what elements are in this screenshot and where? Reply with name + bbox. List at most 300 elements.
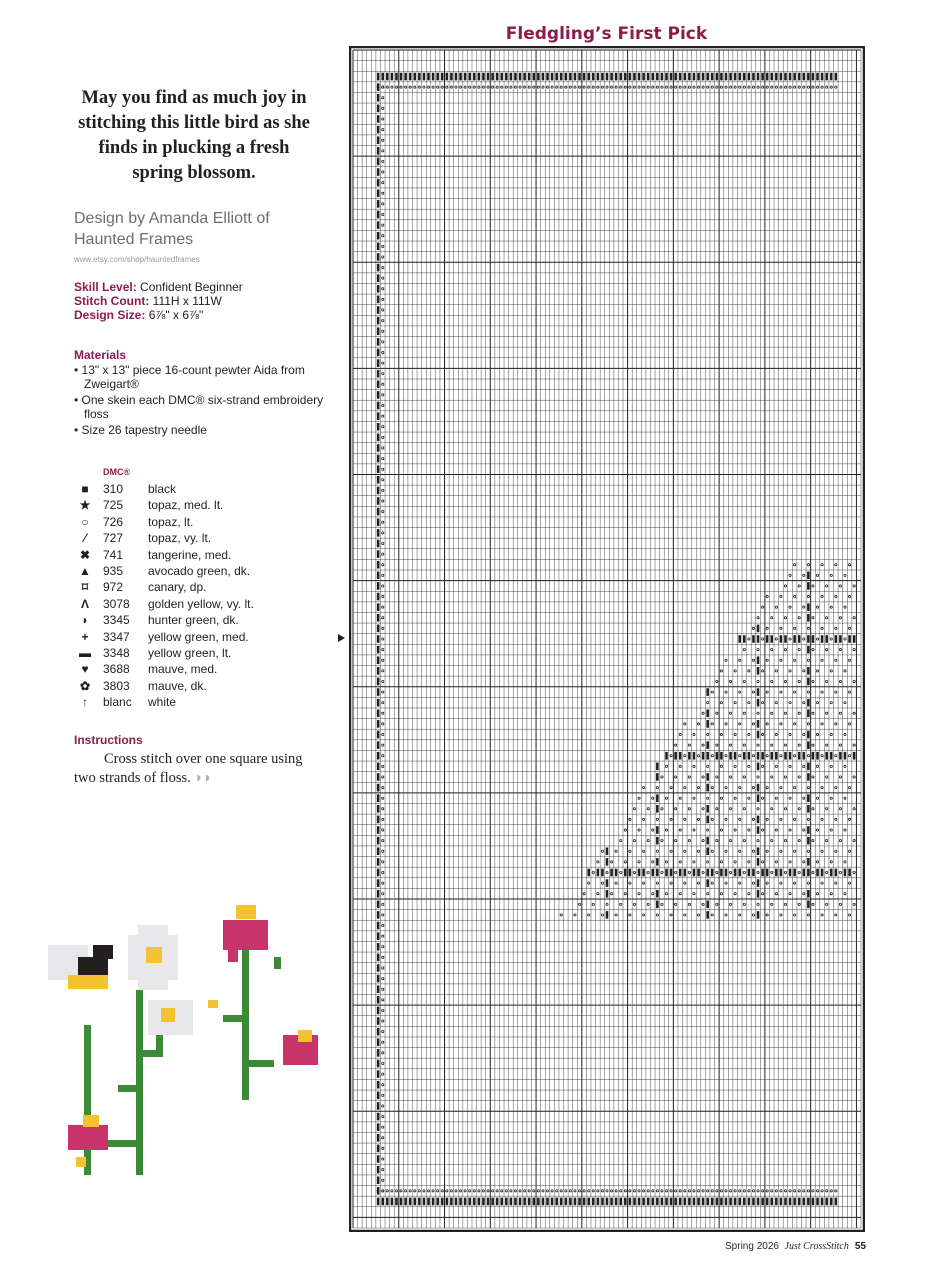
stitch-mark <box>377 391 380 399</box>
stitch-mark <box>803 606 805 608</box>
stitch-mark <box>780 659 782 661</box>
stitch-mark <box>400 1190 402 1192</box>
stitch-mark <box>675 776 677 778</box>
stitch-mark <box>766 755 768 757</box>
stitch-mark <box>592 871 594 873</box>
instructions-heading: Instructions <box>74 733 143 747</box>
stitch-mark <box>830 829 832 831</box>
stitch-mark <box>702 73 705 81</box>
stitch-mark <box>643 914 645 916</box>
stitch-mark <box>382 532 384 534</box>
stitch-mark <box>684 869 687 877</box>
stitch-mark <box>537 1198 540 1206</box>
stitch-mark <box>377 550 380 558</box>
stitch-mark <box>826 649 828 651</box>
spec-skill: Skill Level: Confident Beginner <box>74 280 243 294</box>
stitch-mark <box>771 871 773 873</box>
stitch-mark <box>798 776 800 778</box>
stitch-mark <box>633 871 635 873</box>
stitch-mark <box>588 86 590 88</box>
stitch-mark <box>427 86 429 88</box>
stitch-mark <box>382 723 384 725</box>
stitch-mark <box>784 903 786 905</box>
stitch-mark <box>720 829 722 831</box>
chart-title: Fledgling’s First Pick <box>505 24 708 44</box>
stitch-mark <box>624 73 627 81</box>
stitch-mark <box>738 635 741 643</box>
stitch-mark <box>807 901 810 909</box>
stitch-mark <box>377 1198 380 1206</box>
stitch-mark <box>487 73 490 81</box>
stitch-mark <box>757 890 760 898</box>
stitch-mark <box>432 1190 434 1192</box>
stitch-mark <box>853 776 855 778</box>
stitch-mark <box>615 86 617 88</box>
stitch-mark <box>409 1198 412 1206</box>
stitch-mark <box>469 1190 471 1192</box>
stitch-mark <box>382 1169 384 1171</box>
stitch-mark <box>382 489 384 491</box>
stitch-mark <box>812 776 814 778</box>
stitch-mark <box>739 1190 741 1192</box>
stitch-mark <box>574 1198 577 1206</box>
stitch-mark <box>743 680 745 682</box>
stitch-mark <box>459 73 462 81</box>
stitch-mark <box>588 882 590 884</box>
stitch-mark <box>437 86 439 88</box>
stitch-mark <box>812 712 814 714</box>
stitch-mark <box>665 1198 668 1206</box>
floss-row: ○ 726 topaz, lt. <box>81 514 194 529</box>
stitch-mark <box>656 882 658 884</box>
stitch-mark <box>688 903 690 905</box>
stitch-mark <box>395 73 398 81</box>
stitch-mark <box>826 903 828 905</box>
stitch-mark <box>528 73 531 81</box>
stitch-mark <box>734 73 737 81</box>
stitch-mark <box>382 171 384 173</box>
stitch-mark <box>789 702 791 704</box>
stitch-mark <box>766 635 769 643</box>
stitch-mark <box>798 871 800 873</box>
stitch-mark <box>670 755 672 757</box>
stitch-mark <box>478 1190 480 1192</box>
stitch-mark <box>821 635 824 643</box>
stitch-mark <box>647 903 649 905</box>
stitch-mark <box>807 741 810 749</box>
stitch-mark <box>766 86 768 88</box>
stitch-mark <box>743 840 745 842</box>
stitch-mark <box>770 73 773 81</box>
stitch-mark <box>377 879 380 887</box>
stitch-mark <box>405 1190 407 1192</box>
stitch-mark <box>830 752 833 760</box>
stitch-mark <box>743 752 746 760</box>
stitch-mark <box>675 840 677 842</box>
stitch-mark <box>427 1198 430 1206</box>
stitch-mark <box>761 73 764 81</box>
stitch-mark <box>610 861 612 863</box>
stitch-mark <box>546 1190 548 1192</box>
stitch-mark <box>794 755 796 757</box>
stitch-mark <box>382 521 384 523</box>
stitch-mark <box>377 274 380 282</box>
stitch-mark <box>684 755 686 757</box>
stitch-mark <box>716 776 718 778</box>
stitch-mark <box>619 73 622 81</box>
stitch-mark <box>542 86 544 88</box>
stitch-mark <box>679 893 681 895</box>
stitch-mark <box>757 73 760 81</box>
stitch-mark <box>844 893 846 895</box>
end-mark-icon: ◗◗ <box>194 770 212 786</box>
stitch-mark <box>780 1198 783 1206</box>
stitch-mark <box>638 869 641 877</box>
stitch-mark <box>377 1155 380 1163</box>
stitch-mark <box>830 765 832 767</box>
stitch-mark <box>821 564 823 566</box>
stitch-mark <box>377 847 380 855</box>
stitch-mark <box>789 638 791 640</box>
stitch-mark <box>382 840 384 842</box>
stitch-mark <box>757 808 759 810</box>
stitch-mark <box>597 869 600 877</box>
stitch-mark <box>377 985 380 993</box>
stitch-mark <box>711 723 713 725</box>
stitch-mark <box>729 808 731 810</box>
stitch-mark <box>752 1190 754 1192</box>
stitch-mark <box>656 73 659 81</box>
stitch-mark <box>382 458 384 460</box>
stitch-mark <box>771 776 773 778</box>
stitch-mark <box>826 712 828 714</box>
stitch-mark <box>775 797 777 799</box>
stitch-mark <box>780 73 783 81</box>
stitch-mark <box>707 1190 709 1192</box>
stitch-mark <box>803 670 805 672</box>
stitch-mark <box>377 741 380 749</box>
stitch-mark <box>688 744 690 746</box>
stitch-mark <box>766 73 769 81</box>
stitch-mark <box>382 627 384 629</box>
stitch-mark <box>574 86 576 88</box>
stitch-mark <box>734 861 736 863</box>
stitch-mark <box>780 755 782 757</box>
stitch-mark <box>706 784 709 792</box>
stitch-mark <box>441 1198 444 1206</box>
stitch-mark <box>414 1198 417 1206</box>
stitch-mark <box>780 1190 782 1192</box>
stitch-mark <box>757 847 760 855</box>
stitch-mark <box>377 349 380 357</box>
stitch-mark <box>578 903 580 905</box>
stitch-mark <box>807 763 810 771</box>
stitch-mark <box>382 978 384 980</box>
stitch-mark <box>656 890 659 898</box>
stitch-mark <box>638 1190 640 1192</box>
stitch-mark <box>459 1190 461 1192</box>
stitch-mark <box>693 765 695 767</box>
stitch-mark <box>752 691 754 693</box>
stitch-mark <box>839 585 841 587</box>
stitch-mark <box>377 327 380 335</box>
stitch-mark <box>569 73 572 81</box>
stitch-mark <box>679 733 681 735</box>
stitch-mark <box>798 752 801 760</box>
stitch-mark <box>382 786 384 788</box>
stitch-mark <box>551 86 553 88</box>
stitch-mark <box>725 723 727 725</box>
stitch-mark <box>377 763 380 771</box>
stitch-mark <box>569 1198 572 1206</box>
stitch-mark <box>766 882 768 884</box>
stitch-mark <box>656 869 659 877</box>
stitch-mark <box>693 752 696 760</box>
stitch-mark <box>757 1190 759 1192</box>
stitch-mark <box>757 617 759 619</box>
stitch-mark <box>647 808 649 810</box>
stitch-mark <box>382 1062 384 1064</box>
stitch-mark <box>377 1017 380 1025</box>
stitch-mark <box>748 797 750 799</box>
stitch-mark <box>807 659 809 661</box>
stitch-mark <box>803 765 805 767</box>
stitch-mark <box>807 818 809 820</box>
stitch-mark <box>377 94 380 102</box>
stitch-mark <box>377 561 380 569</box>
stitch-mark <box>720 861 722 863</box>
stitch-mark <box>784 808 786 810</box>
stitch-mark <box>697 755 699 757</box>
stitch-mark <box>798 86 800 88</box>
stitch-mark <box>821 818 823 820</box>
stitch-mark <box>725 882 727 884</box>
stitch-mark <box>844 606 846 608</box>
stitch-mark <box>835 914 837 916</box>
stitch-mark <box>519 1198 522 1206</box>
stitch-mark <box>643 818 645 820</box>
stitch-mark <box>482 1190 484 1192</box>
stitch-mark <box>839 752 842 760</box>
stitch-mark <box>794 1190 796 1192</box>
stitch-mark <box>752 1198 755 1206</box>
materials-list <box>74 363 324 439</box>
stitch-mark <box>716 680 718 682</box>
stitch-mark <box>748 702 750 704</box>
stitch-mark <box>647 871 649 873</box>
stitch-mark <box>844 861 846 863</box>
stitch-mark <box>377 158 380 166</box>
stitch-mark <box>382 404 384 406</box>
stitch-mark <box>409 1190 411 1192</box>
stitch-mark <box>679 765 681 767</box>
stitch-mark <box>382 553 384 555</box>
stitch-mark <box>848 850 850 852</box>
stitch-mark <box>835 564 837 566</box>
stitch-mark <box>734 702 736 704</box>
stitch-mark <box>807 678 810 686</box>
stitch-mark <box>743 776 745 778</box>
stitch-mark <box>377 954 380 962</box>
stitch-mark <box>798 635 801 643</box>
stitch-mark <box>656 805 659 813</box>
stitch-mark <box>771 86 773 88</box>
stitch-mark <box>780 850 782 852</box>
stitch-mark <box>450 1198 453 1206</box>
stitch-mark <box>807 850 809 852</box>
stitch-mark <box>633 1190 635 1192</box>
stitch-mark <box>455 1198 458 1206</box>
stitch-mark <box>748 670 750 672</box>
stitch-mark <box>514 1198 517 1206</box>
stitch-mark <box>766 786 768 788</box>
stitch-mark <box>693 829 695 831</box>
stitch-mark <box>794 659 796 661</box>
stitch-mark <box>377 1007 380 1015</box>
stitch-mark <box>382 850 384 852</box>
stitch-mark <box>734 1198 737 1206</box>
stitch-mark <box>766 659 768 661</box>
stitch-mark <box>853 752 856 760</box>
stitch-mark <box>382 542 384 544</box>
stitch-mark <box>665 893 667 895</box>
stitch-mark <box>651 1198 654 1206</box>
stitch-mark <box>739 755 741 757</box>
stitch-mark <box>748 1198 751 1206</box>
stitch-mark <box>391 1198 394 1206</box>
stitch-mark <box>803 86 805 88</box>
stitch-mark <box>679 797 681 799</box>
stitch-mark <box>702 903 704 905</box>
stitch-mark <box>706 901 709 909</box>
stitch-mark <box>679 869 682 877</box>
stitch-mark <box>771 1190 773 1192</box>
stitch-mark <box>583 73 586 81</box>
stitch-mark <box>848 564 850 566</box>
stitch-mark <box>624 861 626 863</box>
stitch-mark <box>775 861 777 863</box>
stitch-mark <box>794 691 796 693</box>
stitch-mark <box>729 1190 731 1192</box>
stitch-mark <box>620 840 622 842</box>
stitch-mark <box>757 731 760 739</box>
stitch-mark <box>382 298 384 300</box>
stitch-mark <box>670 73 673 81</box>
stitch-mark <box>789 670 791 672</box>
stitch-mark <box>748 638 750 640</box>
stitch-mark <box>807 667 810 675</box>
stitch-mark <box>807 826 810 834</box>
stitch-mark <box>395 1190 397 1192</box>
stitch-mark <box>377 508 380 516</box>
stitch-mark <box>697 869 700 877</box>
stitch-mark <box>812 649 814 651</box>
stitch-mark <box>601 850 603 852</box>
designer-url[interactable]: www.etsy.com/shop/hauntedframes <box>74 255 200 264</box>
stitch-mark <box>404 73 407 81</box>
stitch-mark <box>780 786 782 788</box>
stitch-mark <box>688 1190 690 1192</box>
floss-row: ◗ 3345 hunter green, dk. <box>81 613 239 628</box>
stitch-mark <box>853 680 855 682</box>
stitch-mark <box>377 105 380 113</box>
stitch-mark <box>624 1190 626 1192</box>
stitch-mark <box>830 606 832 608</box>
stitch-mark <box>377 816 380 824</box>
stitch-mark <box>656 837 659 845</box>
stitch-mark <box>574 73 577 81</box>
stitch-mark <box>784 744 786 746</box>
stitch-mark <box>492 1190 494 1192</box>
stitch-mark <box>391 73 394 81</box>
stitch-mark <box>633 808 635 810</box>
stitch-mark <box>835 627 837 629</box>
stitch-mark <box>446 1198 449 1206</box>
stitch-mark <box>725 691 727 693</box>
stitch-mark <box>743 73 746 81</box>
specs <box>74 280 243 322</box>
stitch-mark <box>382 1020 384 1022</box>
stitch-mark <box>437 1190 439 1192</box>
stitch-mark <box>423 86 425 88</box>
stitch-mark <box>533 86 535 88</box>
stitch-mark <box>377 1187 380 1195</box>
stitch-mark <box>381 1198 384 1206</box>
stitch-mark <box>706 720 709 728</box>
stitch-mark <box>748 765 750 767</box>
stitch-mark <box>601 869 604 877</box>
stitch-mark <box>620 871 622 873</box>
stitch-mark <box>592 1190 594 1192</box>
stitch-mark <box>803 1198 806 1206</box>
stitch-mark <box>780 882 782 884</box>
stitch-mark <box>830 1198 833 1206</box>
stitch-mark <box>752 850 754 852</box>
stitch-mark <box>780 723 782 725</box>
stitch-mark <box>592 86 594 88</box>
stitch-mark <box>656 850 658 852</box>
stitch-mark <box>647 840 649 842</box>
stitch-mark <box>707 829 709 831</box>
stitch-mark <box>546 86 548 88</box>
stitch-mark <box>729 1198 732 1206</box>
stitch-mark <box>624 893 626 895</box>
stitch-mark <box>432 73 435 81</box>
stitch-mark <box>629 1198 632 1206</box>
stitch-mark <box>528 86 530 88</box>
stitch-mark <box>757 763 760 771</box>
stitch-mark <box>473 73 476 81</box>
stitch-mark <box>835 659 837 661</box>
stitch-mark <box>656 914 658 916</box>
stitch-mark <box>377 752 380 760</box>
stitch-mark <box>377 168 380 176</box>
stitch-mark <box>761 1198 764 1206</box>
stitch-mark <box>473 1198 476 1206</box>
stitch-mark <box>706 837 709 845</box>
stitch-mark <box>816 765 818 767</box>
stitch-mark <box>560 73 563 81</box>
stitch-mark <box>377 412 380 420</box>
stitch-mark <box>757 649 759 651</box>
stitch-mark <box>739 850 741 852</box>
stitch-mark <box>482 73 485 81</box>
stitch-mark <box>679 861 681 863</box>
stitch-mark <box>496 1198 499 1206</box>
stitch-mark <box>546 73 549 81</box>
stitch-mark <box>629 1190 631 1192</box>
stitch-mark <box>798 808 800 810</box>
